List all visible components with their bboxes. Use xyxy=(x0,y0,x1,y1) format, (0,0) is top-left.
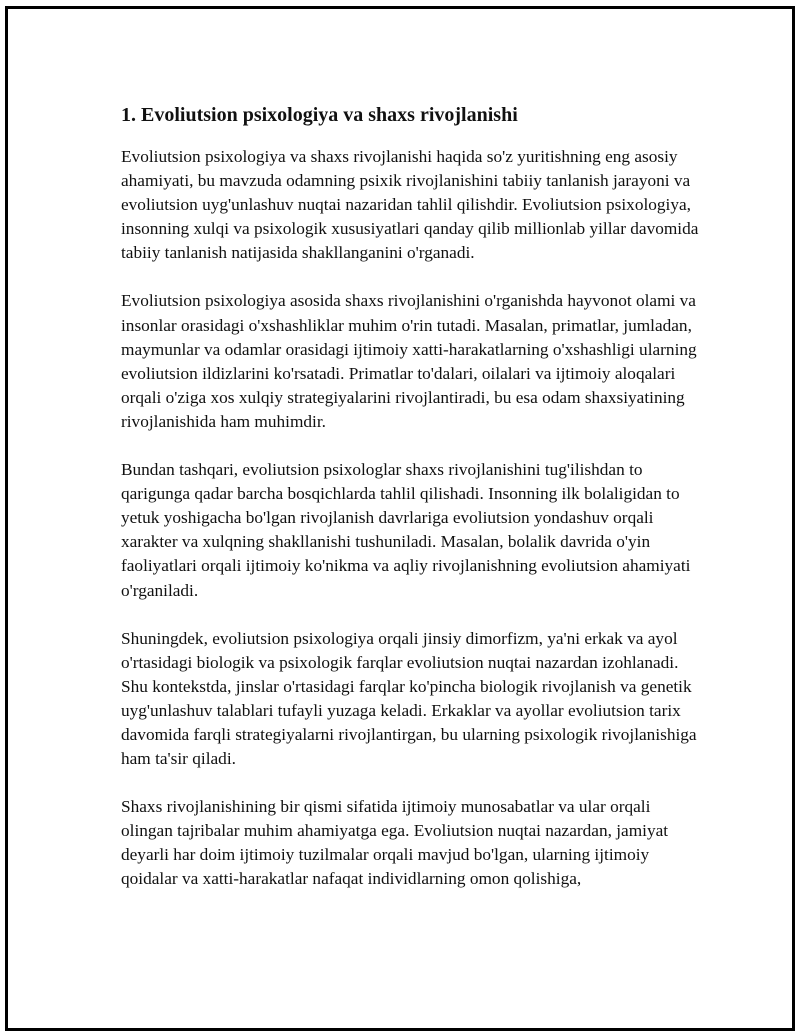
document-body xyxy=(121,101,701,916)
paragraph: Evoliutsion psixologiya va shaxs rivojlanishi haqida so'z yuritishning eng asosiy ahamiyati, bu mavzuda odamning psixik rivojlanishini tabiiy tanlanish jarayoni va evoliutsion uyg'unlashuv nuqtai nazaridan tahlil qilishdir. Evoliutsion psixologiya, insonning xulqi va psixologik xususiyatlari qanday qilib millionlab yillar davomida tabiiy tanlanish natijasida shakllanganini o'rganadi. xyxy=(121,147,699,263)
section-heading: 1. Evoliutsion psixologiya va shaxs rivojlanishi xyxy=(121,104,518,126)
page-border xyxy=(5,6,795,1031)
paragraph: Shaxs rivojlanishining bir qismi sifatida ijtimoiy munosabatlar va ular orqali olingan tajribalar muhim ahamiyatga ega. Evoliutsion nuqtai nazardan, jamiyat deyarli har doim ijtimoiy tuzilmalar orqali mavjud bo'lgan, ularning ijtimoiy qoidalar va xatti-harakatlar nafaqat individlarning omon qolishiga, xyxy=(121,797,669,889)
paragraph: Bundan tashqari, evoliutsion psixologlar shaxs rivojlanishini tug'ilishdan to qarigunga qadar barcha bosqichlarda tahlil qilishadi. Insonning ilk bolaligidan to yetuk yoshigacha bo'lgan rivojlanish davrlariga evoliutsion yondashuv orqali xarakter va xulqning shakllanishi tushuniladi. Masalan, bolalik davrida o'yin faoliyatlari orqali ijtimoiy ko'nikma va aqliy rivojlanishning evoliutsion ahamiyati o'rganiladi. xyxy=(121,460,691,600)
paragraph: Evoliutsion psixologiya asosida shaxs rivojlanishini o'rganishda hayvonot olami va insonlar orasidagi o'xshashliklar muhim o'rin tutadi. Masalan, primatlar, jumladan, maymunlar va odamlar orasidagi ijtimoiy xatti-harakatlarning o'xshashligi ularning evoliutsion ildizlarini ko'rsatadi. Primatlar to'dalari, oilalari va ijtimoiy aloqalari orqali o'ziga xos xulqiy strategiyalarini rivojlantiradi, bu esa odam shaxsiyatining rivojlanishida ham muhimdir. xyxy=(121,291,697,431)
paragraph: Shuningdek, evoliutsion psixologiya orqali jinsiy dimorfizm, ya'ni erkak va ayol o'rtasidagi biologik va psixologik farqlar evoliutsion nuqtai nazardan izohlanadi. Shu kontekstda, jinslar o'rtasidagi farqlar ko'pincha biologik rivojlanish va genetik uyg'unlashuv talablari tufayli yuzaga keladi. Erkaklar va ayollar evoliutsion tarix davomida farqli strategiyalarni rivojlantirgan, bu ularning psixologik rivojlanishiga ham ta'sir qiladi. xyxy=(121,628,697,769)
